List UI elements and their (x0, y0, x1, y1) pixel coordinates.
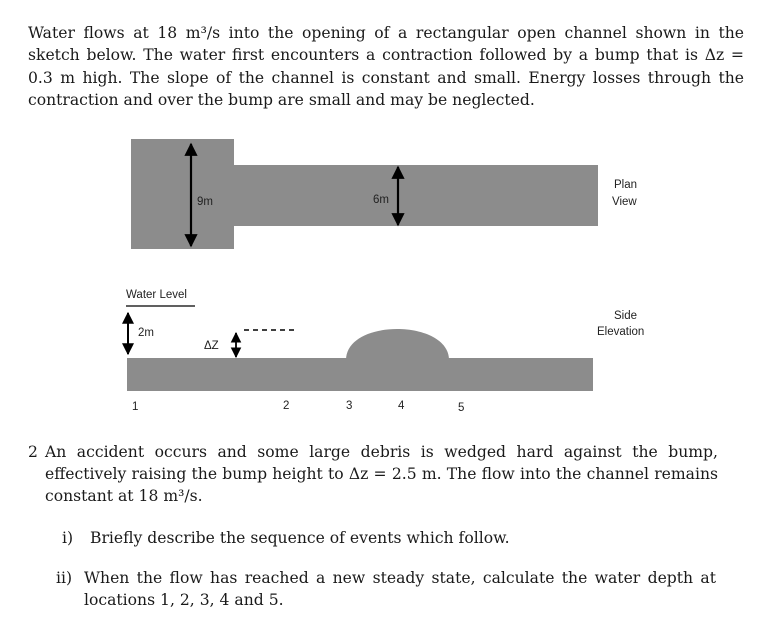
problem-intro: Water flows at 18 m³/s into the opening of a rectangular open channel shown in the sketch below. The water first encounters a contraction followed by a bump that is Δz = 0.3 m high. The slope of the channel is constant and small. Energy losses through the contraction and over the bump are small and may be neglected. (28, 24, 744, 110)
water-level-label: Water Level (126, 289, 187, 301)
subquestion-i-text: Briefly describe the sequence of events which follow. (90, 529, 510, 547)
location-1-label: 1 (132, 401, 139, 413)
side-view-label-line1: Side (614, 310, 638, 322)
question-2-number: 2 (28, 443, 38, 461)
location-3-label: 3 (346, 400, 353, 412)
subquestion-i (62, 527, 722, 549)
depth-2m-label: 2m (138, 327, 154, 339)
plan-view-label-line2: View (612, 196, 637, 208)
plan-view-label-line1: Plan (614, 179, 638, 191)
question-2 (28, 441, 718, 507)
subquestion-ii (56, 567, 716, 611)
side-view-label-line2: Elevation (597, 326, 645, 338)
subquestion-i-tag: i) (62, 529, 74, 547)
width-9m-label: 9m (197, 196, 213, 208)
side-elevation (126, 289, 644, 414)
width-6m-label: 6m (373, 194, 389, 206)
location-5-label: 5 (458, 402, 465, 414)
bump-shape (346, 329, 449, 360)
plan-narrow-section (232, 165, 598, 226)
plan-view (131, 139, 637, 249)
location-2-label: 2 (283, 400, 290, 412)
location-4-label: 4 (398, 400, 405, 412)
bump-height-label: ΔZ (204, 340, 219, 352)
question-2-text: An accident occurs and some large debris is wedged hard against the bump, effectively raising the bump height to Δz = 2.5 m. The flow into the channel remains constant at 18 m³/s. (45, 443, 718, 505)
subquestion-ii-tag: ii) (56, 569, 73, 587)
channel-bed (127, 358, 593, 391)
plan-wide-section (131, 139, 234, 249)
subquestion-ii-text: When the flow has reached a new steady state, calculate the water depth at locations 1, 2, 3, 4 and 5. (84, 569, 716, 609)
